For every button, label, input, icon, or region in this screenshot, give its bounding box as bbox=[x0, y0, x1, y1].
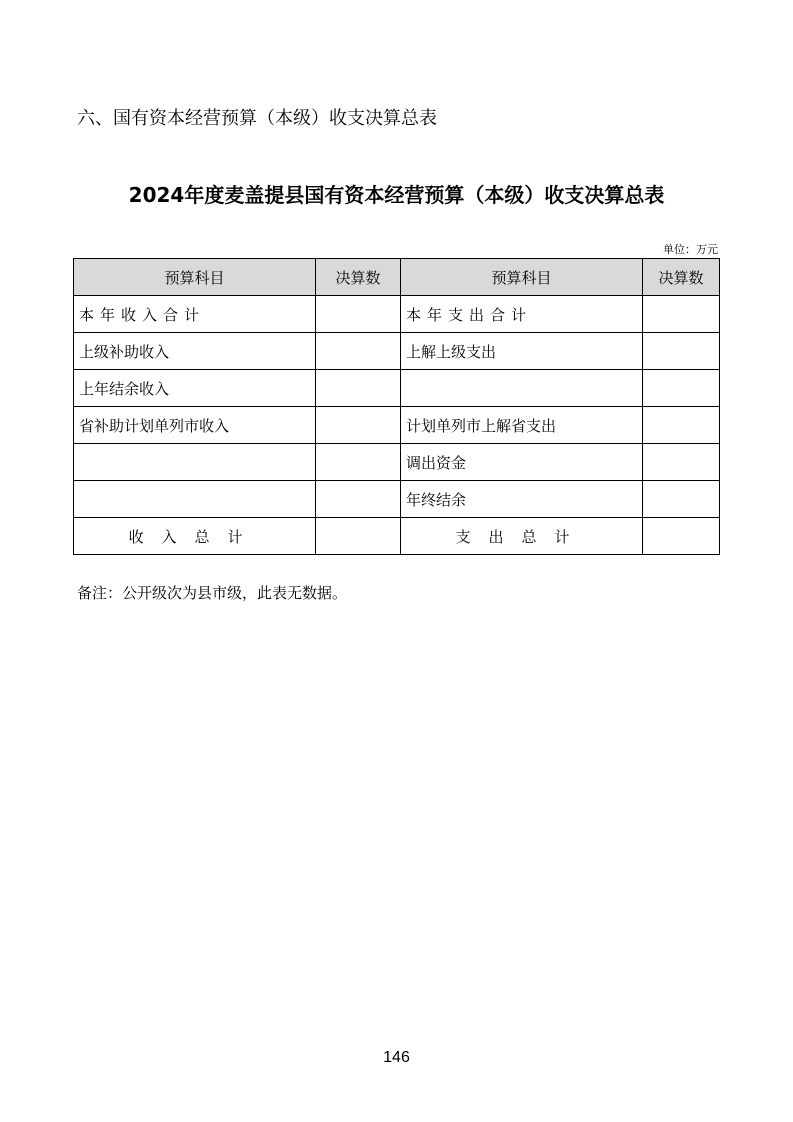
expense-total-label: 支出总计 bbox=[401, 518, 643, 555]
income-subject-cell bbox=[74, 444, 316, 481]
expense-subject-cell: 年终结余 bbox=[401, 481, 643, 518]
expense-amount-cell bbox=[643, 296, 720, 333]
expense-subject-cell bbox=[401, 370, 643, 407]
table-row bbox=[74, 296, 720, 333]
table-row bbox=[74, 407, 720, 444]
header-income-subject: 预算科目 bbox=[74, 259, 316, 296]
expense-subject-cell: 调出资金 bbox=[401, 444, 643, 481]
expense-amount-cell bbox=[643, 407, 720, 444]
income-amount-cell bbox=[316, 481, 401, 518]
expense-total-amount bbox=[643, 518, 720, 555]
expense-amount-cell bbox=[643, 370, 720, 407]
table-row bbox=[74, 333, 720, 370]
income-subject-cell: 省补助计划单列市收入 bbox=[74, 407, 316, 444]
income-amount-cell bbox=[316, 296, 401, 333]
income-amount-cell bbox=[316, 370, 401, 407]
header-income-amount: 决算数 bbox=[316, 259, 401, 296]
section-heading: 六、国有资本经营预算（本级）收支决算总表 bbox=[77, 108, 437, 129]
income-subject-cell: 上级补助收入 bbox=[74, 333, 316, 370]
table-row bbox=[74, 444, 720, 481]
income-subject-cell: 上年结余收入 bbox=[74, 370, 316, 407]
expense-subject-cell: 本年支出合计 bbox=[401, 296, 643, 333]
income-subject-cell bbox=[74, 481, 316, 518]
table-header-row bbox=[74, 259, 720, 296]
income-total-amount bbox=[316, 518, 401, 555]
income-amount-cell bbox=[316, 407, 401, 444]
expense-amount-cell bbox=[643, 333, 720, 370]
table-row bbox=[74, 481, 720, 518]
table-total-row bbox=[74, 518, 720, 555]
header-expense-amount: 决算数 bbox=[643, 259, 720, 296]
expense-amount-cell bbox=[643, 444, 720, 481]
income-amount-cell bbox=[316, 333, 401, 370]
income-subject-cell: 本年收入合计 bbox=[74, 296, 316, 333]
expense-amount-cell bbox=[643, 481, 720, 518]
income-amount-cell bbox=[316, 444, 401, 481]
budget-table bbox=[73, 258, 720, 555]
page-number: 146 bbox=[383, 1049, 410, 1066]
footnote: 备注：公开级次为县市级，此表无数据。 bbox=[77, 584, 348, 602]
table-row bbox=[74, 370, 720, 407]
unit-label: 单位：万元 bbox=[663, 243, 718, 256]
header-expense-subject: 预算科目 bbox=[401, 259, 643, 296]
expense-subject-cell: 上解上级支出 bbox=[401, 333, 643, 370]
expense-subject-cell: 计划单列市上解省支出 bbox=[401, 407, 643, 444]
document-title: 2024年度麦盖提县国有资本经营预算（本级）收支决算总表 bbox=[128, 183, 665, 207]
income-total-label: 收入总计 bbox=[74, 518, 316, 555]
